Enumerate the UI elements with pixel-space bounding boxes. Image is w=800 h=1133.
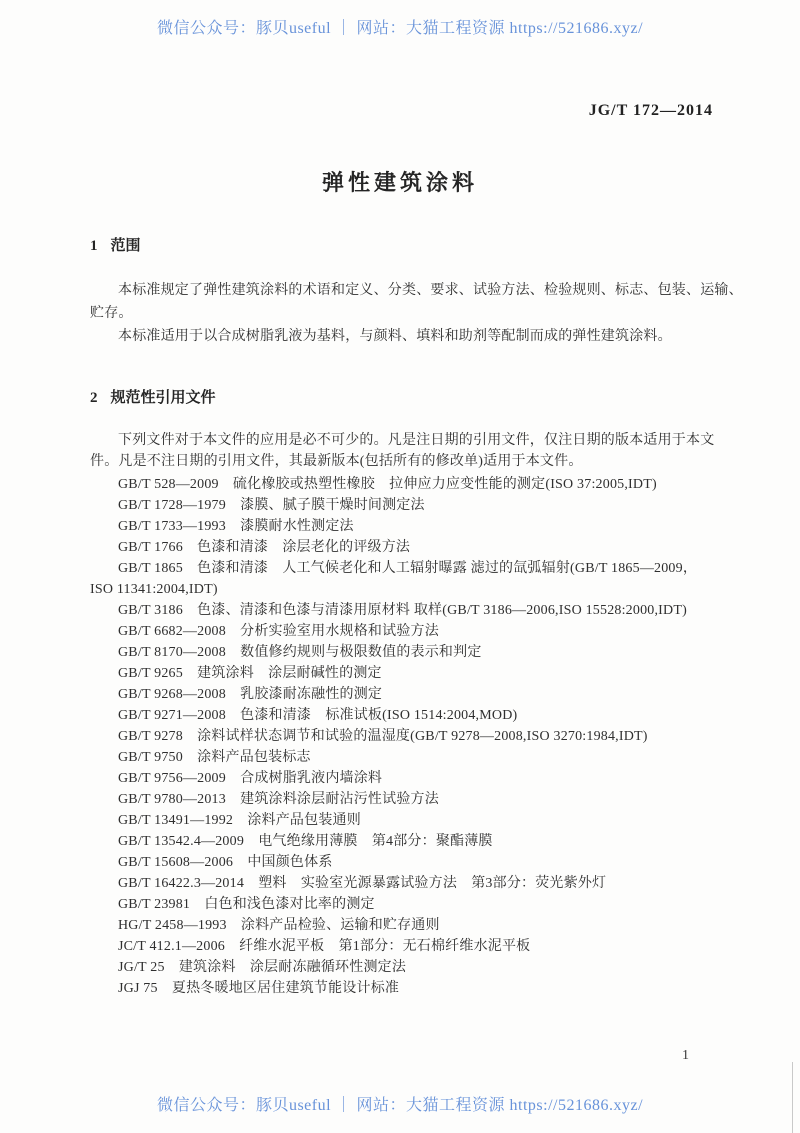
reference-line: GB/T 8170—2008 数值修约规则与极限数值的表示和判定 xyxy=(118,645,482,660)
page-number: 1 xyxy=(682,1048,689,1063)
watermark-top: 微信公众号：豚贝useful ｜ 网站：大猫工程资源 https://521686.xyz/ xyxy=(156,20,644,37)
reference-line: GB/T 9265 建筑涂料 涂层耐碱性的测定 xyxy=(118,666,382,681)
paragraph-line: 贮存。 xyxy=(90,306,133,321)
reference-line: GB/T 9780—2013 建筑涂料涂层耐沾污性试验方法 xyxy=(118,792,439,807)
reference-line: GB/T 9278 涂料试样状态调节和试验的温湿度(GB/T 9278—2008,ISO 3270:1984,IDT) xyxy=(118,729,648,744)
reference-line: ISO 11341:2004,IDT) xyxy=(90,582,218,597)
scan-artifact-line xyxy=(792,1062,793,1133)
reference-line: GB/T 13491—1992 涂料产品包装通则 xyxy=(118,813,361,828)
reference-line: GB/T 16422.3—2014 塑料 实验室光源暴露试验方法 第3部分：荧光紫外灯 xyxy=(118,876,607,891)
reference-line: GB/T 1728—1979 漆膜、腻子膜干燥时间测定法 xyxy=(118,498,425,513)
reference-line: GB/T 13542.4—2009 电气绝缘用薄膜 第4部分：聚酯薄膜 xyxy=(118,834,493,849)
reference-line: HG/T 2458—1993 涂料产品检验、运输和贮存通则 xyxy=(118,918,440,933)
reference-line: JGJ 75 夏热冬暖地区居住建筑节能设计标准 xyxy=(118,981,400,996)
reference-line: JG/T 25 建筑涂料 涂层耐冻融循环性测定法 xyxy=(118,960,407,975)
reference-line: GB/T 3186 色漆、清漆和色漆与清漆用原材料 取样(GB/T 3186—2006,ISO 15528:2000,IDT) xyxy=(118,603,687,618)
reference-line: GB/T 9268—2008 乳胶漆耐冻融性的测定 xyxy=(118,687,383,702)
watermark-bottom: 微信公众号：豚贝useful ｜ 网站：大猫工程资源 https://521686.xyz/ xyxy=(156,1097,644,1114)
paragraph-line: 下列文件对于本文件的应用是必不可少的。凡是注日期的引用文件，仅注日期的版本适用于本文 xyxy=(118,433,715,448)
reference-line: GB/T 9750 涂料产品包装标志 xyxy=(118,750,311,765)
reference-line: GB/T 15608—2006 中国颜色体系 xyxy=(118,855,333,870)
section-2-number: 2 xyxy=(90,390,98,406)
reference-line: GB/T 9756—2009 合成树脂乳液内墙涂料 xyxy=(118,771,383,786)
paragraph-line: 本标准适用于以合成树脂乳液为基料，与颜料、填料和助剂等配制而成的弹性建筑涂料。 xyxy=(118,329,672,344)
paragraph-line: 本标准规定了弹性建筑涂料的术语和定义、分类、要求、试验方法、检验规则、标志、包装、运输、 xyxy=(118,283,743,298)
document-body xyxy=(90,236,743,999)
standard-code: JG/T 172—2014 xyxy=(588,102,713,119)
section-1-heading xyxy=(90,236,712,257)
reference-line: GB/T 528—2009 硫化橡胶或热塑性橡胶 拉伸应力应变性能的测定(ISO 37:2005,IDT) xyxy=(118,477,657,492)
section-2-intro-paragraph xyxy=(90,430,715,472)
reference-line: JC/T 412.1—2006 纤维水泥平板 第1部分：无石棉纤维水泥平板 xyxy=(118,939,531,954)
section-2-title: 规范性引用文件 xyxy=(110,390,216,406)
reference-line: GB/T 6682—2008 分析实验室用水规格和试验方法 xyxy=(118,624,439,639)
paragraph-line: 件。凡是不注日期的引用文件，其最新版本(包括所有的修改单)适用于本文件。 xyxy=(90,454,583,469)
section-1-paragraphs xyxy=(90,279,743,348)
reference-line: GB/T 23981 白色和浅色漆对比率的测定 xyxy=(118,897,375,912)
reference-line: GB/T 1865 色漆和清漆 人工气候老化和人工辐射曝露 滤过的氙弧辐射(GB/T 1865—2009， xyxy=(118,561,698,576)
reference-line: GB/T 1733—1993 漆膜耐水性测定法 xyxy=(118,519,354,534)
reference-line: GB/T 9271—2008 色漆和清漆 标准试板(ISO 1514:2004,MOD) xyxy=(118,708,518,723)
section-1-number: 1 xyxy=(90,238,98,254)
document-title: 弹性建筑涂料 xyxy=(321,170,478,195)
section-1-title: 范围 xyxy=(110,238,141,254)
section-2-heading xyxy=(90,388,712,409)
reference-list xyxy=(90,474,712,999)
reference-line: GB/T 1766 色漆和清漆 涂层老化的评级方法 xyxy=(118,540,411,555)
